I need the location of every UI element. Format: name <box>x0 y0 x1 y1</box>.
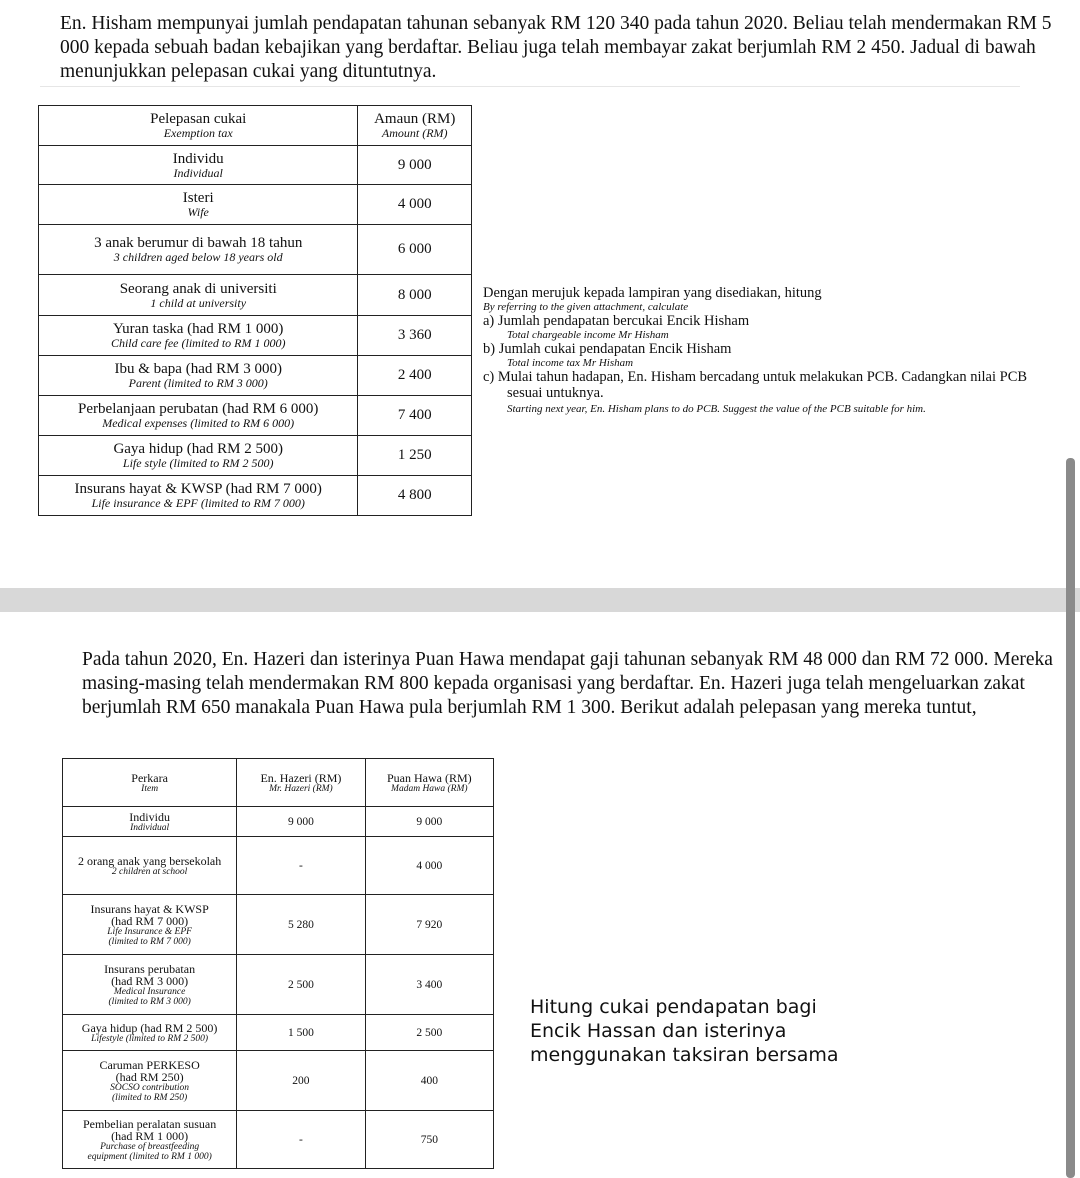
row-label: 3 anak berumur di bawah 18 tahun <box>94 235 303 251</box>
table-row <box>39 356 472 396</box>
row-label: Yuran taska (had RM 1 000) <box>113 321 284 337</box>
header-hazeri-ms: En. Hazeri (RM) <box>260 770 342 785</box>
row-line: equipment (limited to RM 1 000) <box>87 1151 212 1162</box>
table-header-row <box>63 759 494 807</box>
header-hawa-en: Madam Hawa (RM) <box>391 783 468 794</box>
row-label: Ibu & bapa (had RM 3 000) <box>114 361 282 377</box>
question-c: c) Mulai tahun hadapan, En. Hisham bercadang untuk melakukan PCB. Cadangkan nilai PCB <box>483 369 1028 385</box>
table-row <box>63 955 494 1015</box>
row-label-en: Life style (limited to RM 2 500) <box>122 456 274 470</box>
table-row <box>39 436 472 476</box>
row-label-en: 3 children aged below 18 years old <box>113 250 283 264</box>
row-line: (limited to RM 7 000) <box>108 936 191 947</box>
table-row <box>39 476 472 516</box>
table-row <box>39 396 472 436</box>
row-line: Gaya hidup (had RM 2 500) <box>81 1020 218 1035</box>
header-hazeri <box>237 759 365 807</box>
row-line: Individu <box>129 809 170 824</box>
row-line: Caruman PERKESO <box>99 1057 200 1072</box>
table-row <box>63 895 494 955</box>
joint-assessment-task <box>530 995 839 1067</box>
table-row <box>63 807 494 837</box>
table-row <box>39 225 472 275</box>
table-row <box>39 275 472 316</box>
row-amount: 6 000 <box>358 225 472 275</box>
row-label-en: 1 child at university <box>150 295 247 310</box>
row-hazeri-amount: 9 000 <box>237 807 365 837</box>
row-line: Individual <box>130 822 170 833</box>
table-row <box>39 316 472 356</box>
row-label: Seorang anak di universiti <box>119 280 277 297</box>
row-hazeri-amount: 1 500 <box>237 1015 365 1051</box>
row-line: Pembelian peralatan susuan <box>82 1116 217 1131</box>
row-hawa-amount: 7 920 <box>365 895 493 955</box>
row-label: Individu <box>172 150 224 167</box>
header-hawa-ms: Puan Hawa (RM) <box>386 770 472 785</box>
table-row <box>39 146 472 185</box>
row-line: Lifestyle (limited to RM 2 500) <box>91 1033 209 1044</box>
row-hawa-amount: 3 400 <box>365 955 493 1015</box>
row-line: SOCSO contribution <box>110 1082 190 1093</box>
questions-block <box>483 285 1080 415</box>
row-line: Insurans perubatan <box>104 961 196 976</box>
question-b: b) Jumlah cukai pendapatan Encik Hisham <box>483 341 732 357</box>
row-hazeri-amount: - <box>237 837 365 895</box>
divider-line <box>40 86 1020 87</box>
row-label-en: Medical expenses (limited to RM 6 000) <box>102 416 295 430</box>
header-amount <box>358 106 472 146</box>
table-row <box>63 1111 494 1169</box>
row-label: Insurans hayat & KWSP (had RM 7 000) <box>74 481 322 497</box>
row-hazeri-amount: 2 500 <box>237 955 365 1015</box>
table-row <box>39 185 472 225</box>
row-hawa-amount: 9 000 <box>365 807 493 837</box>
questions-intro: Dengan merujuk kepada lampiran yang disediakan, hitung <box>483 285 822 301</box>
row-label: Isteri <box>182 190 214 206</box>
row-amount: 4 800 <box>358 476 472 516</box>
question-b-en: Total income tax Mr Hisham <box>507 357 634 369</box>
row-amount: 7 400 <box>358 396 472 436</box>
row-label-en: Child care fee (limited to RM 1 000) <box>110 336 286 350</box>
row-label-en: Individual <box>173 165 223 180</box>
tax-exemption-table-hisham <box>38 105 472 516</box>
question1-paragraph: En. Hisham mempunyai jumlah pendapatan tahunan sebanyak RM 120 340 pada tahun 2020. Beliau telah mendermakan RM 5 000 kepada sebuah badan kebajikan yang berdaftar. Beliau juga telah membayar zakat berjumlah RM 2 450. Jadual di bawah menunjukkan pelepasan cukai yang dituntutnya. <box>60 13 1052 82</box>
task-line: Encik Hassan dan isterinya <box>530 1020 787 1042</box>
row-line: Insurans hayat & KWSP <box>90 901 209 916</box>
header-item-ms: Perkara <box>131 770 168 785</box>
row-line: (had RM 3 000) <box>111 973 189 988</box>
row-line: Purchase of breastfeeding <box>100 1141 200 1152</box>
row-line: Life Insurance & EPF <box>107 926 192 937</box>
page-separator <box>0 588 1080 612</box>
row-amount: 8 000 <box>358 275 472 316</box>
question-a: a) Jumlah pendapatan bercukai Encik Hisham <box>483 313 750 329</box>
row-line: (limited to RM 3 000) <box>108 996 191 1007</box>
row-line: 2 orang anak yang bersekolah <box>77 853 222 868</box>
row-hazeri-amount: 200 <box>237 1051 365 1111</box>
row-hawa-amount: 2 500 <box>365 1015 493 1051</box>
questions-intro-en: By referring to the given attachment, calculate <box>483 301 689 313</box>
row-amount: 3 360 <box>358 316 472 356</box>
row-hazeri-amount: 5 280 <box>237 895 365 955</box>
row-amount: 9 000 <box>358 146 472 185</box>
question-a-en: Total chargeable income Mr Hisham <box>507 329 669 341</box>
row-line: (had RM 7 000) <box>111 913 189 928</box>
scrollbar[interactable] <box>1066 458 1075 1178</box>
table-row <box>63 837 494 895</box>
row-label: Perbelanjaan perubatan (had RM 6 000) <box>78 401 319 417</box>
row-amount: 1 250 <box>358 436 472 476</box>
header-hazeri-en: Mr. Hazeri (RM) <box>269 783 333 794</box>
table-row <box>63 1051 494 1111</box>
table-row <box>63 1015 494 1051</box>
row-line: (limited to RM 250) <box>112 1092 188 1103</box>
row-hawa-amount: 400 <box>365 1051 493 1111</box>
task-line: menggunakan taksiran bersama <box>530 1044 839 1066</box>
header-item <box>63 759 237 807</box>
question-c-en: Starting next year, En. Hisham plans to do PCB. Suggest the value of the PCB suitable for him. <box>507 403 926 415</box>
row-label-en: Wife <box>187 205 209 219</box>
row-label: Gaya hidup (had RM 2 500) <box>113 441 283 457</box>
header-amount-ms: Amaun (RM) <box>374 111 456 127</box>
question-c-cont: sesuai untuknya. <box>507 385 604 401</box>
question2-paragraph: Pada tahun 2020, En. Hazeri dan isterinya Puan Hawa mendapat gaji tahunan sebanyak RM 48 000 dan RM 72 000. Mereka masing-masing telah mendermakan RM 800 kepada organisasi yang berdaftar. En. Hazeri juga telah mengeluarkan zakat berjumlah RM 650 manakala Puan Hawa pula berjumlah RM 1 300. Berikut adalah pelepasan yang mereka tuntut, <box>82 649 1053 718</box>
header-exemption-ms: Pelepasan cukai <box>150 111 247 127</box>
header-hawa <box>365 759 493 807</box>
table-header-row <box>39 106 472 146</box>
header-amount-en: Amount (RM) <box>381 126 448 140</box>
row-hawa-amount: 4 000 <box>365 837 493 895</box>
row-hawa-amount: 750 <box>365 1111 493 1169</box>
tax-relief-table-hazeri-hawa <box>62 758 494 1169</box>
row-line: (had RM 250) <box>115 1069 184 1084</box>
header-exemption <box>39 106 358 146</box>
row-line: Medical Insurance <box>113 986 186 997</box>
header-exemption-en: Exemption tax <box>163 126 233 140</box>
row-line: 2 children at school <box>111 866 188 877</box>
row-label-en: Life insurance & EPF (limited to RM 7 000) <box>91 496 305 510</box>
row-label-en: Parent (limited to RM 3 000) <box>128 376 268 390</box>
task-line: Hitung cukai pendapatan bagi <box>530 996 817 1018</box>
row-amount: 4 000 <box>358 185 472 225</box>
row-amount: 2 400 <box>358 356 472 396</box>
header-item-en: Item <box>141 783 159 794</box>
row-hazeri-amount: - <box>237 1111 365 1169</box>
row-line: (had RM 1 000) <box>111 1128 189 1143</box>
